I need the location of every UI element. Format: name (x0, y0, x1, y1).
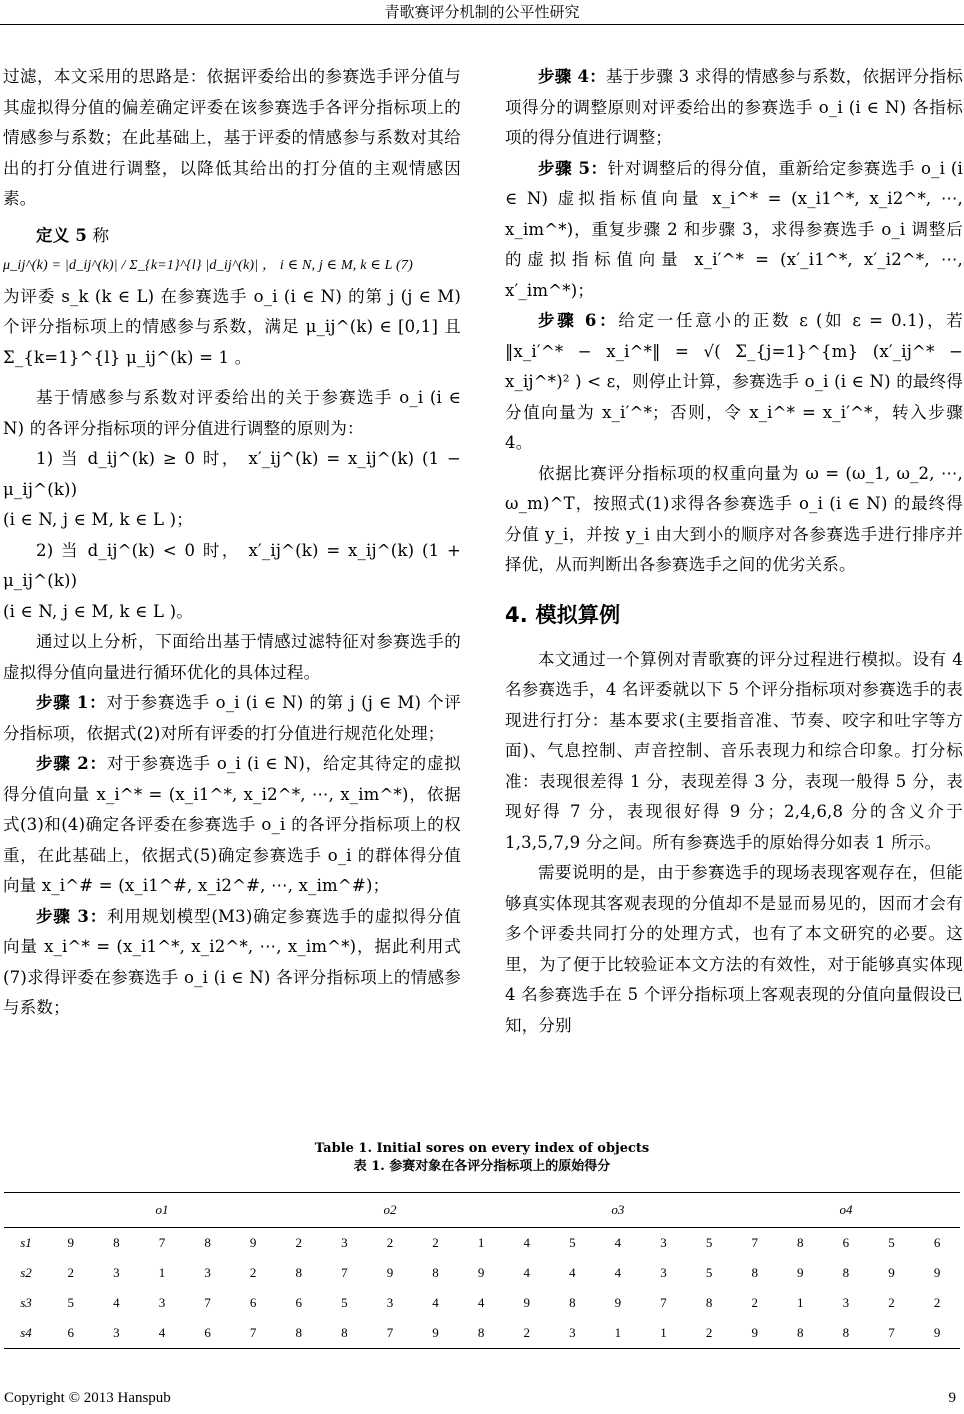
definition-5: 定义 5 称 (36, 225, 110, 245)
footer-copyright: Copyright © 2013 Hanspub (4, 1390, 171, 1406)
table-cell: 5 (341, 1295, 348, 1310)
table-cell: 4 (113, 1295, 120, 1310)
table-cell: 1 (158, 1265, 166, 1280)
rule-2: 2) 当 d_ij^(k) < 0 时， x′_ij^(k) = x_ij^(k) (1 + μ_ij^(k)) (3, 540, 461, 590)
table-cell: 2 (432, 1235, 439, 1250)
table-caption-zh: 表 1. 参赛对象在各评分指标项上的原始得分 (353, 1159, 611, 1174)
paragraph: 本文通过一个算例对青歌赛的评分过程进行模拟。设有 4 名参赛选手，4 名评委就以下 5 个评分指标项对参赛选手的表现进行打分：基本要求(主要指音准、节奏、咬字和吐字等方面)、气息控制、声音控制、音乐表现力和综合印象。打分标准：表现很差得 1 分，表现差得 3 分，表现一般得 5 分，表现好得 7 分，表现很好得 9 分；2,4,6,8 分的含义介于1,3,5,7,9 分之间。所有参赛选手的原始得分如表 1 所示。 (505, 649, 963, 852)
table-cell: 5 (569, 1235, 576, 1250)
table-cell: 4 (139, 1318, 185, 1349)
table-cell: 7 (367, 1318, 413, 1349)
table-row (4, 1318, 960, 1349)
table-cell: 8 (432, 1265, 439, 1280)
step-2: 步骤 2：对于参赛选手 o_i (i ∈ N)，给定其待定的虚拟得分值向量 x_i^* = (x_i1^*, x_i2^*, ⋯, x_im^*)，依据式(3)和(4)确定各评委在参赛选手 o_i 的各评分指标项上的权重，在此基础上，依据式(5)确定参赛选手 o_i 的群体得分值向量 x_i^# = (x_i1^#, x_i2^#, ⋯, x_im^#)； (3, 754, 461, 895)
table-cell: 7 (751, 1235, 758, 1250)
table-cell: 6 (185, 1318, 231, 1349)
table-cell: 9 (386, 1265, 394, 1280)
paragraph: 基于情感参与系数对评委给出的关于参赛选手 o_i (i ∈ N) 的各评分指标项的评分值进行调整的原则为： (3, 388, 461, 438)
table-cell: 6 (933, 1235, 941, 1250)
table-cell: 9 (413, 1318, 459, 1349)
table-cell: 8 (276, 1318, 322, 1349)
row-label: s2 (20, 1265, 32, 1280)
table-cell: 9 (797, 1265, 804, 1280)
table-cell: 3 (94, 1318, 140, 1349)
table-caption-en: Table 1. Initial sores on every index of objects (314, 1141, 650, 1156)
table-cell: 4 (614, 1265, 622, 1280)
table-cell: 9 (614, 1295, 622, 1310)
table-cell: 9 (888, 1265, 895, 1280)
table-cell: 5 (67, 1295, 75, 1310)
table-cell: 8 (705, 1295, 713, 1310)
table-cell: 4 (432, 1295, 439, 1310)
row-label: s4 (4, 1318, 48, 1349)
table-cell: 4 (523, 1235, 530, 1250)
table-cell: 8 (204, 1235, 211, 1250)
step-4: 步骤 4：基于步骤 3 求得的情感参与系数，依据评分指标项得分的调整原则对评委给出的参赛选手 o_i (i ∈ N) 各指标项的得分值进行调整； (505, 67, 963, 147)
table-cell: 6 (249, 1295, 257, 1310)
table-cell: 5 (705, 1235, 713, 1250)
table-cell: 2 (504, 1318, 550, 1349)
table-cell: 8 (842, 1265, 850, 1280)
table-cell: 3 (204, 1265, 211, 1280)
paragraph: 依据比赛评分指标项的权重向量为 ω = (ω_1, ω_2, ⋯, ω_m)^T，按照式(1)求得各参赛选手 o_i (i ∈ N) 的最终得分值 y_i，并按 y_i 由大到小的顺序对各参赛选手进行排序并择优，从而判断出各参赛选手之间的优劣关系。 (505, 463, 963, 574)
table-cell: 7 (158, 1235, 166, 1250)
header-rule (0, 24, 964, 25)
table-cell: 6 (842, 1235, 850, 1250)
table-cell: 2 (67, 1265, 75, 1280)
group-header: o4 (732, 1193, 960, 1228)
step-3: 步骤 3：利用规划模型(M3)确定参赛选手的虚拟得分值向量 x_i^* = (x_i1^*, x_i2^*, ⋯, x_im^*)，据此利用式(7)求得评委在参赛选手 o_i (i ∈ N) 各评分指标项上的情感参与系数； (3, 906, 461, 1017)
table-cell: 9 (732, 1318, 778, 1349)
table-cell: 8 (458, 1318, 504, 1349)
table-cell: 3 (386, 1295, 394, 1310)
group-header: o1 (48, 1193, 276, 1228)
equation-7: μ_ij^(k) = |d_ij^(k)| / Σ_{k=1}^{l} |d_ij^(k)| ， i ∈ N, j ∈ M, k ∈ L (7) (3, 258, 413, 273)
table-cell: 3 (158, 1295, 166, 1310)
table-cell: 5 (888, 1235, 895, 1250)
running-header: 青歌赛评分机制的公平性研究 (384, 3, 580, 21)
table-cell: 1 (797, 1295, 804, 1310)
table-cell: 7 (341, 1265, 348, 1280)
table-cell: 4 (569, 1265, 576, 1280)
table-corner (4, 1193, 48, 1228)
rule-1-domain: (i ∈ N, j ∈ M, k ∈ L )； (3, 510, 193, 529)
paragraph: 需要说明的是，由于参赛选手的现场表现客观存在，但能够真实体现其客观表现的分值却不是显而易见的，因而才会有多个评委共同打分的处理方式，也有了本文研究的必要。这里，为了便于比较验证本文方法的有效性，对于能够真实体现 4 名参赛选手在 5 个评分指标项上客观表现的分值向量假设已知，分别 (505, 863, 963, 1035)
table-cell: 8 (569, 1295, 576, 1310)
table-cell: 7 (660, 1295, 667, 1310)
table-cell: 7 (230, 1318, 276, 1349)
table-cell: 1 (477, 1235, 485, 1250)
table-cell: 6 (48, 1318, 94, 1349)
table-cell: 1 (595, 1318, 641, 1349)
step-1: 步骤 1：对于参赛选手 o_i (i ∈ N) 的第 j (j ∈ M) 个评分指标项，依据式(2)对所有评委的打分值进行规范化处理； (3, 693, 461, 743)
scores-table (4, 1192, 960, 1349)
section-heading: 4. 模拟算例 (505, 602, 621, 627)
table-cell: 2 (686, 1318, 732, 1349)
table-cell: 7 (204, 1295, 211, 1310)
rule-1: 1) 当 d_ij^(k) ≥ 0 时， x′_ij^(k) = x_ij^(k) (1 − μ_ij^(k)) (3, 449, 461, 499)
group-header: o3 (504, 1193, 732, 1228)
table-cell: 2 (933, 1295, 941, 1310)
table-cell: 3 (660, 1265, 667, 1280)
table-cell: 8 (113, 1235, 120, 1250)
group-header: o2 (276, 1193, 504, 1228)
table-cell: 2 (751, 1295, 758, 1310)
table-cell: 5 (705, 1265, 713, 1280)
table-cell: 4 (477, 1295, 485, 1310)
table-cell: 8 (823, 1318, 869, 1349)
row-label: s3 (20, 1295, 32, 1310)
step-6: 步骤 6：给定一任意小的正数 ε (如 ε = 0.1)，若 ‖x_i′^* − x_i^*‖ = √( Σ_{j=1}^{m} (x′_ij^* − x_ij^*)² ) < ε，则停止计算，参赛选手 o_i (i ∈ N) 的最终得分值向量为 x_i′^*；否则，令 x_i^* = x_i′^*，转入步骤 4。 (505, 311, 964, 452)
table-cell: 3 (842, 1295, 850, 1310)
table-cell: 8 (778, 1318, 824, 1349)
step-5: 步骤 5：针对调整后的得分值，重新给定参赛选手 o_i (i ∈ N) 虚拟指标值向量 x_i^* = (x_i1^*, x_i2^*, ⋯, x_im^*)，重复步骤 2 和步骤 3，求得参赛选手 o_i 调整后的虚拟指标值向量 x_i′^* = (x′_i1^*, x′_i2^*, ⋯, x′_im^*)； (505, 158, 963, 300)
table-cell: 2 (295, 1235, 303, 1250)
table-cell: 3 (113, 1265, 120, 1280)
table-cell: 8 (322, 1318, 368, 1349)
table-cell: 3 (341, 1235, 348, 1250)
table-caption (0, 1140, 964, 1176)
table-cell: 2 (386, 1235, 394, 1250)
table-row (4, 1228, 960, 1259)
rule-2-domain: (i ∈ N, j ∈ M, k ∈ L )。 (3, 601, 193, 621)
page-number: 9 (948, 1390, 956, 1406)
table-cell: 9 (477, 1265, 485, 1280)
table-cell: 2 (888, 1295, 895, 1310)
table-cell: 3 (660, 1235, 667, 1250)
paragraph: 通过以上分析，下面给出基于情感过滤特征对参赛选手的虚拟得分值向量进行循环优化的具体过程。 (3, 632, 461, 682)
row-label: s1 (20, 1235, 32, 1250)
table-cell: 4 (614, 1235, 622, 1250)
table-cell: 9 (933, 1265, 941, 1280)
table-cell: 8 (797, 1235, 804, 1250)
table-cell: 9 (523, 1295, 530, 1310)
table-row (4, 1258, 960, 1288)
table-cell: 1 (641, 1318, 687, 1349)
table-cell: 3 (550, 1318, 596, 1349)
table-body (4, 1228, 960, 1349)
paragraph: 为评委 s_k (k ∈ L) 在参赛选手 o_i (i ∈ N) 的第 j (j ∈ M) 个评分指标项上的情感参与系数，满足 μ_ij^(k) ∈ [0,1] 且 Σ_{k=1}^{l} μ_ij^(k) = 1 。 (3, 286, 461, 367)
table-cell: 4 (523, 1265, 530, 1280)
table-cell: 9 (914, 1318, 960, 1349)
table-cell: 9 (67, 1235, 75, 1250)
table-row (4, 1288, 960, 1318)
table-cell: 8 (751, 1265, 758, 1280)
left-column (3, 62, 461, 1024)
table-cell: 9 (249, 1235, 257, 1250)
table-header-row (4, 1193, 960, 1228)
table-cell: 2 (249, 1265, 257, 1280)
paragraph: 过滤，本文采用的思路是：依据评委给出的参赛选手评分值与其虚拟得分值的偏差确定评委在该参赛选手各评分指标项上的情感参与系数；在此基础上，基于评委的情感参与系数对其给出的打分值进行调整，以降低其给出的打分值的主观情感因素。 (3, 67, 461, 208)
table-cell: 7 (869, 1318, 915, 1349)
table-cell: 8 (295, 1265, 303, 1280)
table-cell: 6 (295, 1295, 303, 1310)
right-column (505, 62, 963, 1041)
